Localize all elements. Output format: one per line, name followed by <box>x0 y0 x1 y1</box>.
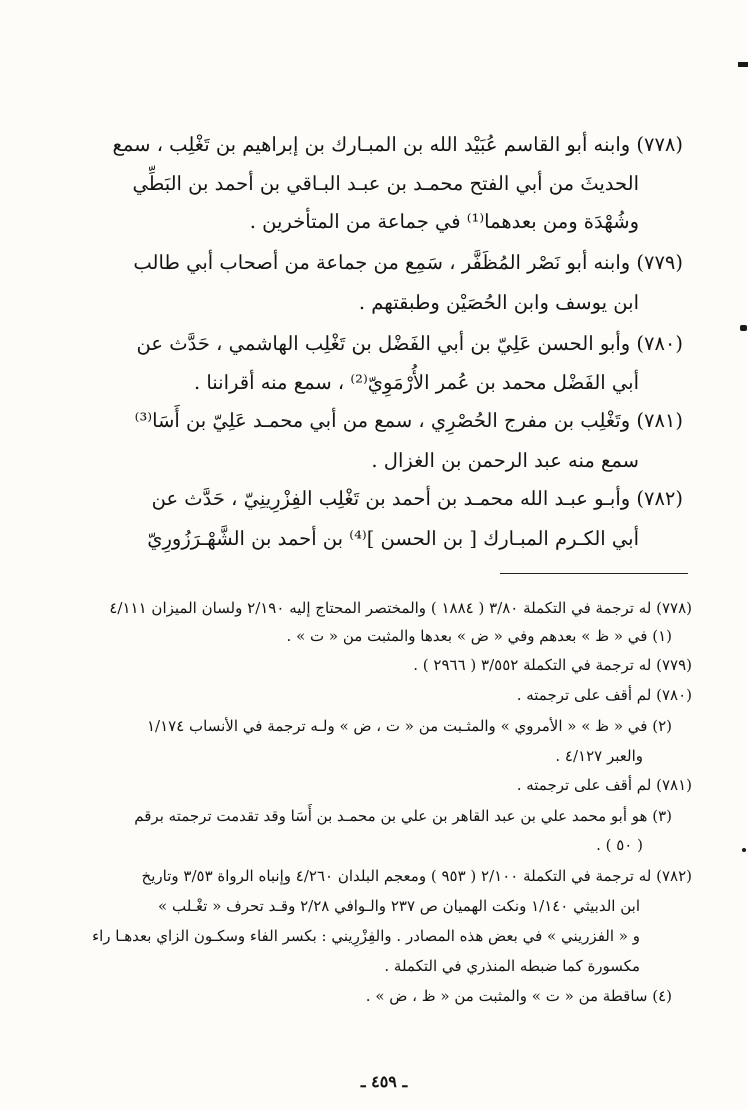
entry-782-line-2: أبي الكـرم المبـارك [ بن الحسن ]⁽⁴⁾ بن أحمد بن الشَّهْـرَزُورِيّ <box>147 527 639 550</box>
footnote-4: (٤) ساقطة من « ت » والمثبت من « ظ ، ض » . <box>365 987 672 1005</box>
entry-778-line-3: وشُهْدَة ومن بعدهما⁽¹⁾ في جماعة من المتأخرين . <box>249 210 639 233</box>
entry-780-line-2: أبي الفَضْل محمد بن عُمر الأُرْمَوِيّ⁽²⁾ ، سمع منه أقراننا . <box>193 371 639 394</box>
scan-edge-mark-top <box>738 62 748 67</box>
footnote-separator <box>500 573 688 574</box>
footnote-3-line-2: ( ٥٠ ) . <box>596 836 643 854</box>
entry-781-line-2: سمع منه عبد الرحمن بن الغزال . <box>371 449 639 472</box>
footnote-780: (٧٨٠) لم أقف على ترجمته . <box>516 686 692 704</box>
footnote-3-line-1: (٣) هو أبو محمد علي بن عبد القاهر بن علي بن محمـد بن أَسَا وقد تقدمت ترجمته برقم <box>134 807 672 825</box>
footnote-778: (٧٧٨) له ترجمة في التكملة ٣/٨٠ ( ١٨٨٤ ) والمختصر المحتاج إليه ٢/١٩٠ ولسان الميزان ٤/١١١ <box>109 599 692 617</box>
footnote-2-line-2: والعبر ٤/١٢٧ . <box>555 747 643 765</box>
footnote-782-line-4: مكسورة كما ضبطه المنذري في التكملة . <box>384 957 640 975</box>
footnote-781: (٧٨١) لم أقف على ترجمته . <box>516 776 692 794</box>
footnote-782-line-3: و « الفزريني » في بعض هذه المصادر . والفِزْرِيني : بكسر الفاء وسكـون الزاي بعدهـا راء <box>92 927 640 945</box>
footnote-782-line-2: ابن الدبيثي ١/١٤٠ ونكت الهميان ص ٢٣٧ والـوافي ٢/٢٨ وقـد تحرف « تغْـلب » <box>158 897 640 915</box>
page-number: ـ ٤٥٩ ـ <box>360 1072 408 1091</box>
entry-778-line-1: (٧٧٨) وابنه أبو القاسم عُبَيْد الله بن المبـارك بن إبراهيم بن تَغْلِب ، سمع <box>112 133 683 156</box>
footnote-779: (٧٧٩) له ترجمة في التكملة ٣/٥٥٢ ( ٢٩٦٦ ) . <box>413 656 692 674</box>
scan-edge-mark-middle <box>740 325 747 331</box>
entry-780-line-1: (٧٨٠) وأبو الحسن عَلِيّ بن أبي الفَضْل بن تَغْلِب الهاشمي ، حَدَّث عن <box>136 332 683 355</box>
footnote-1: (١) في « ظ » بعدهم وفي « ض » بعدها والمثبت من « ت » . <box>286 627 672 645</box>
entry-782-line-1: (٧٨٢) وأبـو عبـد الله محمـد بن أحمد بن تَغْلِب الفِزْرِينِيّ ، حَدَّث عن <box>151 487 683 510</box>
entry-779-line-2: ابن يوسف وابن الحُصَيْن وطبقتهم . <box>358 291 639 314</box>
entry-781-line-1: (٧٨١) وتَغْلِب بن مفرج الحُصْرِي ، سمع من أبي محمـد عَلِيّ بن أَسَا⁽³⁾ <box>134 409 683 432</box>
scan-edge-mark-bottom <box>742 848 746 852</box>
footnote-782-line-1: (٧٨٢) له ترجمة في التكملة ٢/١٠٠ ( ٩٥٣ ) ومعجم البلدان ٤/٢٦٠ وإنباه الرواة ٣/٥٣ وتاريخ <box>141 867 692 885</box>
footnote-2-line-1: (٢) في « ظ » « الأمروي » والمثـبت من « ت ، ض » ولـه ترجمة في الأنساب ١/١٧٤ <box>147 717 672 735</box>
entry-779-line-1: (٧٧٩) وابنه أبو نَصْر المُظَفَّر ، سَمِع من جماعة من أصحاب أبي طالب <box>133 251 683 274</box>
entry-778-line-2: الحديثَ من أبي الفتح محمـد بن عبـد البـاقي بن أحمد بن البَطِّي <box>132 172 639 195</box>
